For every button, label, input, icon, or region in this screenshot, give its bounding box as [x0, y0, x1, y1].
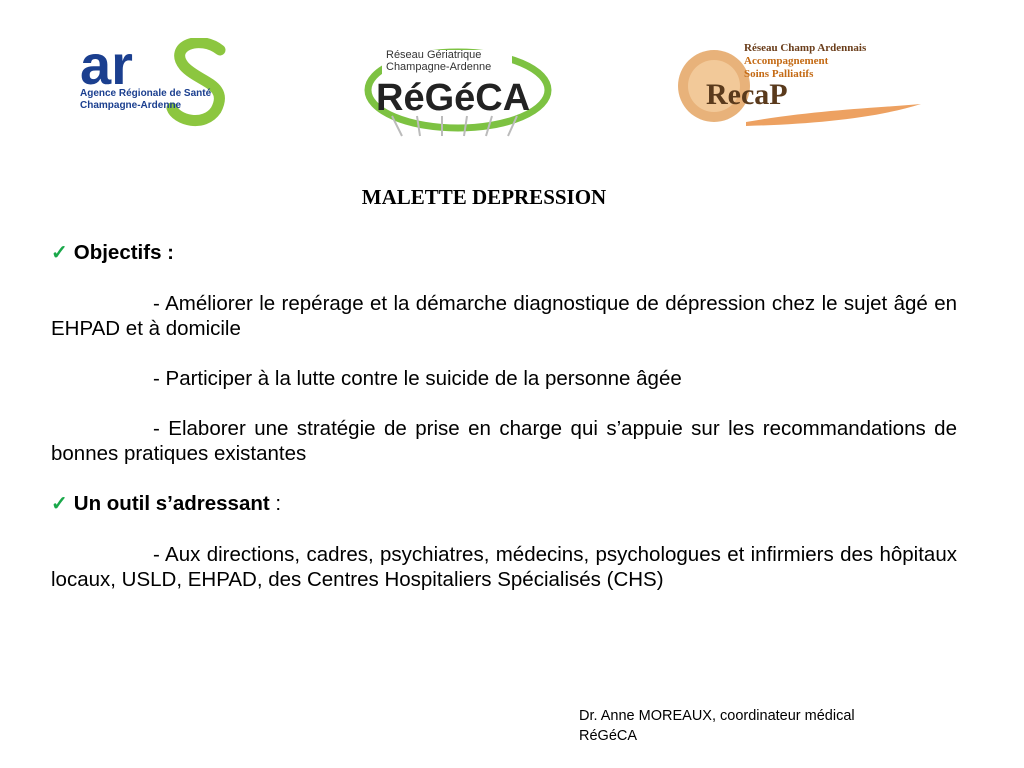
checkmark-icon: ✓: [51, 242, 68, 264]
logo-bar: [0, 0, 1024, 150]
objective-item: - Participer à la lutte contre le suicide de la personne âgée: [153, 367, 682, 390]
footer-org: RéGéCA: [579, 728, 638, 744]
section-heading: Objectifs :: [73, 241, 175, 264]
regeca-line1: Réseau Gériatrique: [386, 49, 482, 61]
slide-content: [51, 240, 957, 592]
recap-line2: Accompagnement: [744, 55, 829, 67]
ars-line2: Champagne-Ardenne: [80, 100, 182, 111]
regeca-line2: Champagne-Ardenne: [386, 61, 492, 73]
slide-title: MALETTE DEPRESSION: [361, 185, 607, 209]
recap-line1: Réseau Champ Ardennais: [744, 42, 867, 54]
objective-item: - Améliorer le repérage et la démarche diagnostique de dépression chez le sujet âgé en EHPAD et à domicile: [51, 292, 957, 340]
footer-author: Dr. Anne MOREAUX, coordinateur médical: [579, 708, 855, 724]
section-objectifs: [51, 240, 957, 266]
audience-item: - Aux directions, cadres, psychiatres, médecins, psychologues et infirmiers des hôpitaux locaux, USLD, EHPAD, des Centres Hospitaliers Spécialisés (CHS): [51, 543, 957, 591]
regeca-word: RéGéCA: [376, 77, 531, 119]
section-heading-suffix: :: [269, 492, 282, 515]
recap-logo: [676, 38, 926, 133]
ars-line1: Agence Régionale de Santé: [80, 88, 212, 99]
ars-logo: [80, 38, 230, 128]
regeca-logo: [362, 44, 562, 139]
section-heading: Un outil s’adressant: [73, 492, 270, 515]
recap-word: RecaP: [706, 78, 788, 111]
recap-line3: Soins Palliatifs: [744, 68, 814, 80]
svg-text:ar: ar: [80, 38, 133, 96]
section-audience: [51, 491, 957, 517]
objective-item: - Elaborer une stratégie de prise en charge qui s’appuie sur les recommandations de bonnes pratiques existantes: [51, 417, 957, 465]
checkmark-icon: ✓: [51, 493, 68, 515]
footer-credit: [579, 706, 999, 746]
